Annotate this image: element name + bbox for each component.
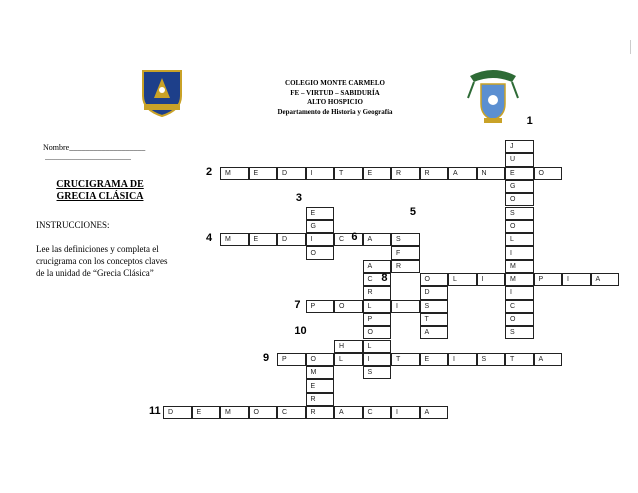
- crossword-cell[interactable]: R: [363, 286, 392, 299]
- crossword-cell[interactable]: I: [391, 406, 420, 419]
- crossword-cell[interactable]: G: [306, 220, 335, 233]
- crossword-cell[interactable]: C: [334, 233, 363, 246]
- clue-number: 9: [263, 351, 270, 364]
- crossword-cell[interactable]: S: [363, 366, 392, 379]
- crossword-cell[interactable]: A: [363, 233, 392, 246]
- school-city: ALTO HOSPICIO: [307, 98, 363, 106]
- crossword-cell[interactable]: M: [505, 273, 534, 286]
- crossword-cell[interactable]: M: [220, 167, 249, 180]
- crossword-cell[interactable]: O: [505, 220, 534, 233]
- crossword-cell[interactable]: A: [334, 406, 363, 419]
- clue-number: 7: [294, 298, 301, 311]
- crossword-cell[interactable]: I: [306, 167, 335, 180]
- crossword-cell[interactable]: I: [477, 273, 506, 286]
- clue-number: 6: [351, 230, 358, 243]
- crossword-cell[interactable]: R: [306, 406, 335, 419]
- crossword-cell[interactable]: E: [192, 406, 221, 419]
- clue-number: 11: [149, 405, 161, 417]
- crossword-cell[interactable]: L: [363, 340, 392, 353]
- crossword-cell[interactable]: R: [391, 167, 420, 180]
- crossword-cell[interactable]: D: [163, 406, 192, 419]
- instructions-text: Lee las definiciones y completa el crucigrama con los conceptos claves de la unidad de “Grecia Clásica”: [36, 244, 168, 278]
- crossword-cell[interactable]: O: [420, 273, 449, 286]
- page-title: CRUCIGRAMA DE GRECIA CLÁSICA: [56, 179, 144, 202]
- crossword-cell[interactable]: D: [277, 233, 306, 246]
- crossword-cell[interactable]: O: [249, 406, 278, 419]
- school-name: COLEGIO MONTE CARMELO: [285, 79, 385, 87]
- crossword-cell[interactable]: A: [420, 406, 449, 419]
- crossword-cell[interactable]: T: [334, 167, 363, 180]
- crossword-cell[interactable]: T: [391, 353, 420, 366]
- clue-number: 3: [295, 192, 302, 205]
- crossword-cell[interactable]: E: [363, 167, 392, 180]
- crossword-cell[interactable]: A: [363, 260, 392, 273]
- crossword-cell[interactable]: M: [306, 366, 335, 379]
- crossword-cell[interactable]: I: [448, 353, 477, 366]
- crossword-cell[interactable]: I: [306, 233, 335, 246]
- department-name: Departamento de Historia y Geografía: [277, 107, 393, 116]
- crossword-cell[interactable]: C: [363, 273, 392, 286]
- name-field-line: ...........................................: [45, 153, 131, 162]
- crossword-cell[interactable]: O: [306, 353, 335, 366]
- clue-number: 10: [294, 325, 307, 338]
- crossword-cell[interactable]: I: [562, 273, 591, 286]
- crossword-cell[interactable]: G: [505, 180, 534, 193]
- crossword-cell[interactable]: C: [363, 406, 392, 419]
- crossword-cell[interactable]: L: [363, 300, 392, 313]
- crossword-cell[interactable]: O: [534, 167, 563, 180]
- instructions-heading: INSTRUCCIONES:: [36, 220, 110, 230]
- crossword-cell[interactable]: M: [505, 260, 534, 273]
- crossword-cell[interactable]: E: [306, 379, 335, 392]
- crossword-cell[interactable]: E: [505, 167, 534, 180]
- crossword-cell[interactable]: H: [334, 340, 363, 353]
- crossword-cell[interactable]: I: [363, 353, 392, 366]
- page-edge-mark: [630, 40, 635, 54]
- crossword-cell[interactable]: A: [591, 273, 620, 286]
- crossword-cell[interactable]: E: [249, 233, 278, 246]
- clue-number: 1: [526, 115, 533, 128]
- crossword-cell[interactable]: L: [448, 273, 477, 286]
- clue-number: 4: [206, 232, 213, 245]
- crossword-cell[interactable]: J: [505, 140, 534, 153]
- crossword-cell[interactable]: A: [420, 326, 449, 339]
- crossword-cell[interactable]: S: [505, 207, 534, 220]
- crossword-cell[interactable]: P: [363, 313, 392, 326]
- crossword-cell[interactable]: R: [420, 167, 449, 180]
- crossword-cell[interactable]: R: [391, 260, 420, 273]
- crossword-cell[interactable]: E: [306, 207, 335, 220]
- crossword-cell[interactable]: U: [505, 153, 534, 166]
- crossword-cell[interactable]: P: [534, 273, 563, 286]
- crossword-cell[interactable]: T: [505, 353, 534, 366]
- crossword-cell[interactable]: O: [505, 313, 534, 326]
- crossword-cell[interactable]: L: [505, 233, 534, 246]
- crossword-cell[interactable]: C: [505, 300, 534, 313]
- crossword-cell[interactable]: E: [249, 167, 278, 180]
- crossword-cell[interactable]: S: [505, 326, 534, 339]
- crossword-cell[interactable]: D: [277, 167, 306, 180]
- name-field[interactable]: Nombre___________________: [43, 143, 146, 152]
- crossword-cell[interactable]: I: [505, 246, 534, 259]
- clue-number: 2: [206, 165, 213, 178]
- crossword-cell[interactable]: C: [277, 406, 306, 419]
- crossword-cell[interactable]: M: [220, 406, 249, 419]
- crossword-cell[interactable]: E: [420, 353, 449, 366]
- crossword-cell[interactable]: D: [420, 286, 449, 299]
- crossword-cell[interactable]: O: [306, 246, 335, 259]
- crossword-cell[interactable]: O: [505, 193, 534, 206]
- crossword-cell[interactable]: S: [420, 300, 449, 313]
- crossword-cell[interactable]: A: [448, 167, 477, 180]
- crossword-cell[interactable]: T: [420, 313, 449, 326]
- clue-number: 8: [381, 272, 388, 284]
- crossword-cell[interactable]: A: [534, 353, 563, 366]
- crossword-cell[interactable]: O: [334, 300, 363, 313]
- crossword-cell[interactable]: S: [391, 233, 420, 246]
- crossword-cell[interactable]: I: [391, 300, 420, 313]
- clue-number: 5: [409, 205, 416, 218]
- school-motto: FE – VIRTUD – SABIDURÍA: [290, 88, 380, 97]
- crossword-cell[interactable]: P: [306, 300, 335, 313]
- crossword-cell[interactable]: M: [220, 233, 249, 246]
- crossword-cell[interactable]: N: [477, 167, 506, 180]
- crossword-cell[interactable]: R: [306, 393, 335, 406]
- crossword-cell[interactable]: F: [391, 246, 420, 259]
- crossword-cell[interactable]: S: [477, 353, 506, 366]
- crossword-cell[interactable]: P: [277, 353, 306, 366]
- crossword-cell[interactable]: O: [363, 326, 392, 339]
- crossword-cell[interactable]: L: [334, 353, 363, 366]
- crossword-cell[interactable]: I: [505, 286, 534, 299]
